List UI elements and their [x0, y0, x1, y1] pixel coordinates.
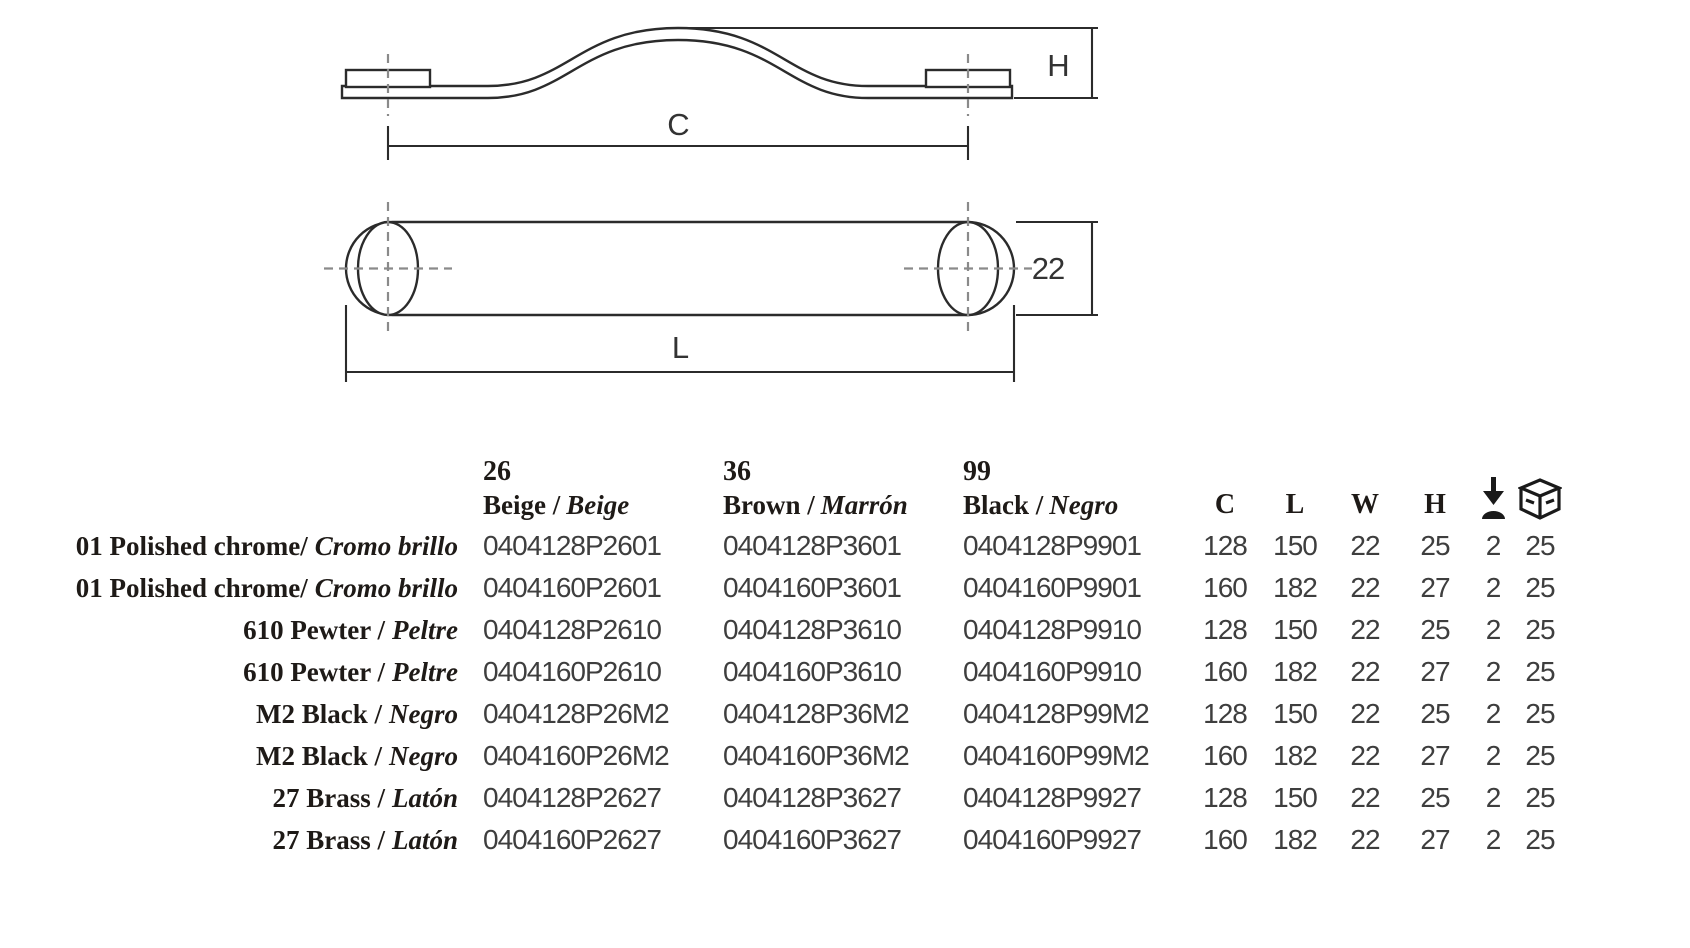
finish-label [0, 614, 458, 645]
dim-w-value: 22 [1350, 824, 1380, 855]
dim-c-value: 160 [1203, 740, 1247, 771]
color-column-header-99 [963, 458, 1190, 525]
dimension-label-h: H [1047, 48, 1069, 83]
color-name-es: Beige [566, 490, 630, 520]
dim-h-value: 25 [1420, 782, 1450, 813]
product-code: 0404128P9927 [963, 782, 1141, 813]
finish-name-es: Peltre [392, 614, 458, 645]
screw-depth-value: 2 [1485, 656, 1501, 687]
product-code: 0404160P3627 [723, 824, 901, 855]
product-code: 0404128P3610 [723, 614, 901, 645]
spec-table [0, 446, 1690, 861]
box-quantity-value: 25 [1525, 656, 1555, 687]
screw-depth-value: 2 [1485, 824, 1501, 855]
table-row [0, 693, 1690, 735]
screw-depth-icon [1480, 475, 1507, 521]
dim-c-value: 160 [1203, 572, 1247, 603]
table-row [0, 777, 1690, 819]
dim-h-value: 25 [1420, 530, 1450, 561]
finish-name-en: 610 Pewter / [243, 656, 386, 687]
finish-name-es: Negro [389, 740, 458, 771]
screw-depth-value: 2 [1485, 782, 1501, 813]
product-code: 0404160P9901 [963, 572, 1141, 603]
dim-w-value: 22 [1350, 530, 1380, 561]
dim-w-value: 22 [1350, 656, 1380, 687]
finish-name-en: 27 Brass / [272, 824, 385, 855]
dim-c-value: 160 [1203, 824, 1247, 855]
dimension-label-l: L [671, 330, 689, 365]
table-row [0, 567, 1690, 609]
screw-depth-value: 2 [1485, 740, 1501, 771]
table-row [0, 819, 1690, 861]
box-quantity-value: 25 [1525, 824, 1555, 855]
product-code: 0404128P2601 [483, 530, 661, 561]
dim-header-l: L [1285, 489, 1305, 520]
product-code: 0404128P3627 [723, 782, 901, 813]
dim-c-value: 128 [1203, 530, 1247, 561]
box-quantity-value: 25 [1525, 782, 1555, 813]
product-code: 0404128P26M2 [483, 698, 669, 729]
dim-l-value: 182 [1273, 740, 1317, 771]
product-code: 0404160P2610 [483, 656, 661, 687]
screw-depth-value: 2 [1485, 698, 1501, 729]
dim-c-value: 128 [1203, 614, 1247, 645]
product-code: 0404128P99M2 [963, 698, 1149, 729]
product-code: 0404160P2627 [483, 824, 661, 855]
dim-c-value: 128 [1203, 782, 1247, 813]
dim-l-value: 182 [1273, 572, 1317, 603]
dim-h-value: 25 [1420, 614, 1450, 645]
finish-name-en: 01 Polished chrome/ [75, 572, 308, 603]
color-code: 36 [723, 456, 751, 487]
finish-name-es: Peltre [392, 656, 458, 687]
dim-w-value: 22 [1350, 782, 1380, 813]
color-name-en: Beige / [483, 490, 561, 520]
handle-profile [342, 28, 1012, 98]
box-quantity-value: 25 [1525, 572, 1555, 603]
finish-label [0, 656, 458, 687]
dim-header-c: C [1214, 489, 1236, 520]
box-quantity-column-header [1516, 477, 1564, 525]
box-quantity-value: 25 [1525, 740, 1555, 771]
dim-l-value: 150 [1273, 530, 1317, 561]
table-row [0, 735, 1690, 777]
screw-depth-value: 2 [1485, 572, 1501, 603]
finish-name-en: M2 Black / [256, 740, 382, 771]
handle-technical-drawing [0, 0, 1690, 430]
spec-table-body [0, 525, 1690, 861]
dimension-label-c: C [667, 107, 689, 142]
finish-name-es: Negro [389, 698, 458, 729]
color-column-header-36 [723, 458, 963, 525]
product-code: 0404128P2627 [483, 782, 661, 813]
product-code: 0404128P9910 [963, 614, 1141, 645]
box-icon [1518, 477, 1562, 521]
finish-name-en: 610 Pewter / [243, 614, 386, 645]
finish-label [0, 530, 458, 561]
color-code: 26 [483, 456, 511, 487]
finish-label [0, 698, 458, 729]
product-code: 0404160P3610 [723, 656, 901, 687]
box-quantity-value: 25 [1525, 530, 1555, 561]
top-view-drawing [324, 202, 1098, 382]
table-row [0, 651, 1690, 693]
product-code: 0404160P3601 [723, 572, 901, 603]
product-code: 0404160P26M2 [483, 740, 669, 771]
dim-l-value: 150 [1273, 614, 1317, 645]
finish-name-es: Cromo brillo [314, 572, 458, 603]
dim-h-value: 27 [1420, 740, 1450, 771]
product-code: 0404160P9927 [963, 824, 1141, 855]
finish-name-es: Latón [391, 824, 458, 855]
dim-c-value: 128 [1203, 698, 1247, 729]
finish-name-en: M2 Black / [256, 698, 382, 729]
color-code: 99 [963, 456, 991, 487]
color-name-en: Black / [963, 490, 1044, 520]
screw-depth-value: 2 [1485, 530, 1501, 561]
product-code: 0404160P9910 [963, 656, 1141, 687]
product-code: 0404128P36M2 [723, 698, 909, 729]
finish-name-en: 27 Brass / [272, 782, 385, 813]
screw-depth-value: 2 [1485, 614, 1501, 645]
product-code: 0404128P9901 [963, 530, 1141, 561]
dim-l-value: 182 [1273, 656, 1317, 687]
finish-name-es: Latón [391, 782, 458, 813]
dim-header-w: W [1351, 489, 1379, 520]
dim-c-value: 160 [1203, 656, 1247, 687]
dim-h-value: 27 [1420, 656, 1450, 687]
dim-h-value: 27 [1420, 824, 1450, 855]
color-name-es: Marrón [820, 490, 908, 520]
color-name-en: Brown / [723, 490, 815, 520]
color-column-header-26 [483, 458, 723, 525]
finish-label [0, 824, 458, 855]
product-code: 0404160P99M2 [963, 740, 1149, 771]
product-code: 0404160P36M2 [723, 740, 909, 771]
side-view-drawing [342, 28, 1098, 160]
dim-header-h: H [1424, 489, 1446, 520]
finish-label [0, 782, 458, 813]
dim-l-value: 150 [1273, 698, 1317, 729]
box-quantity-value: 25 [1525, 698, 1555, 729]
dimension-label-22: 22 [1031, 251, 1065, 286]
table-row [0, 609, 1690, 651]
dim-w-value: 22 [1350, 614, 1380, 645]
box-quantity-value: 25 [1525, 614, 1555, 645]
dim-w-value: 22 [1350, 740, 1380, 771]
spec-table-header [0, 446, 1690, 525]
dim-w-value: 22 [1350, 698, 1380, 729]
finish-label [0, 572, 458, 603]
finish-name-en: 01 Polished chrome/ [75, 530, 308, 561]
table-row [0, 525, 1690, 567]
finish-label [0, 740, 458, 771]
screw-depth-column-header [1470, 475, 1516, 525]
dim-h-value: 27 [1420, 572, 1450, 603]
product-code: 0404160P2601 [483, 572, 661, 603]
color-name-es: Negro [1049, 490, 1119, 520]
dim-l-value: 182 [1273, 824, 1317, 855]
dim-l-value: 150 [1273, 782, 1317, 813]
dim-w-value: 22 [1350, 572, 1380, 603]
dim-h-value: 25 [1420, 698, 1450, 729]
product-code: 0404128P2610 [483, 614, 661, 645]
finish-name-es: Cromo brillo [314, 530, 458, 561]
product-code: 0404128P3601 [723, 530, 901, 561]
